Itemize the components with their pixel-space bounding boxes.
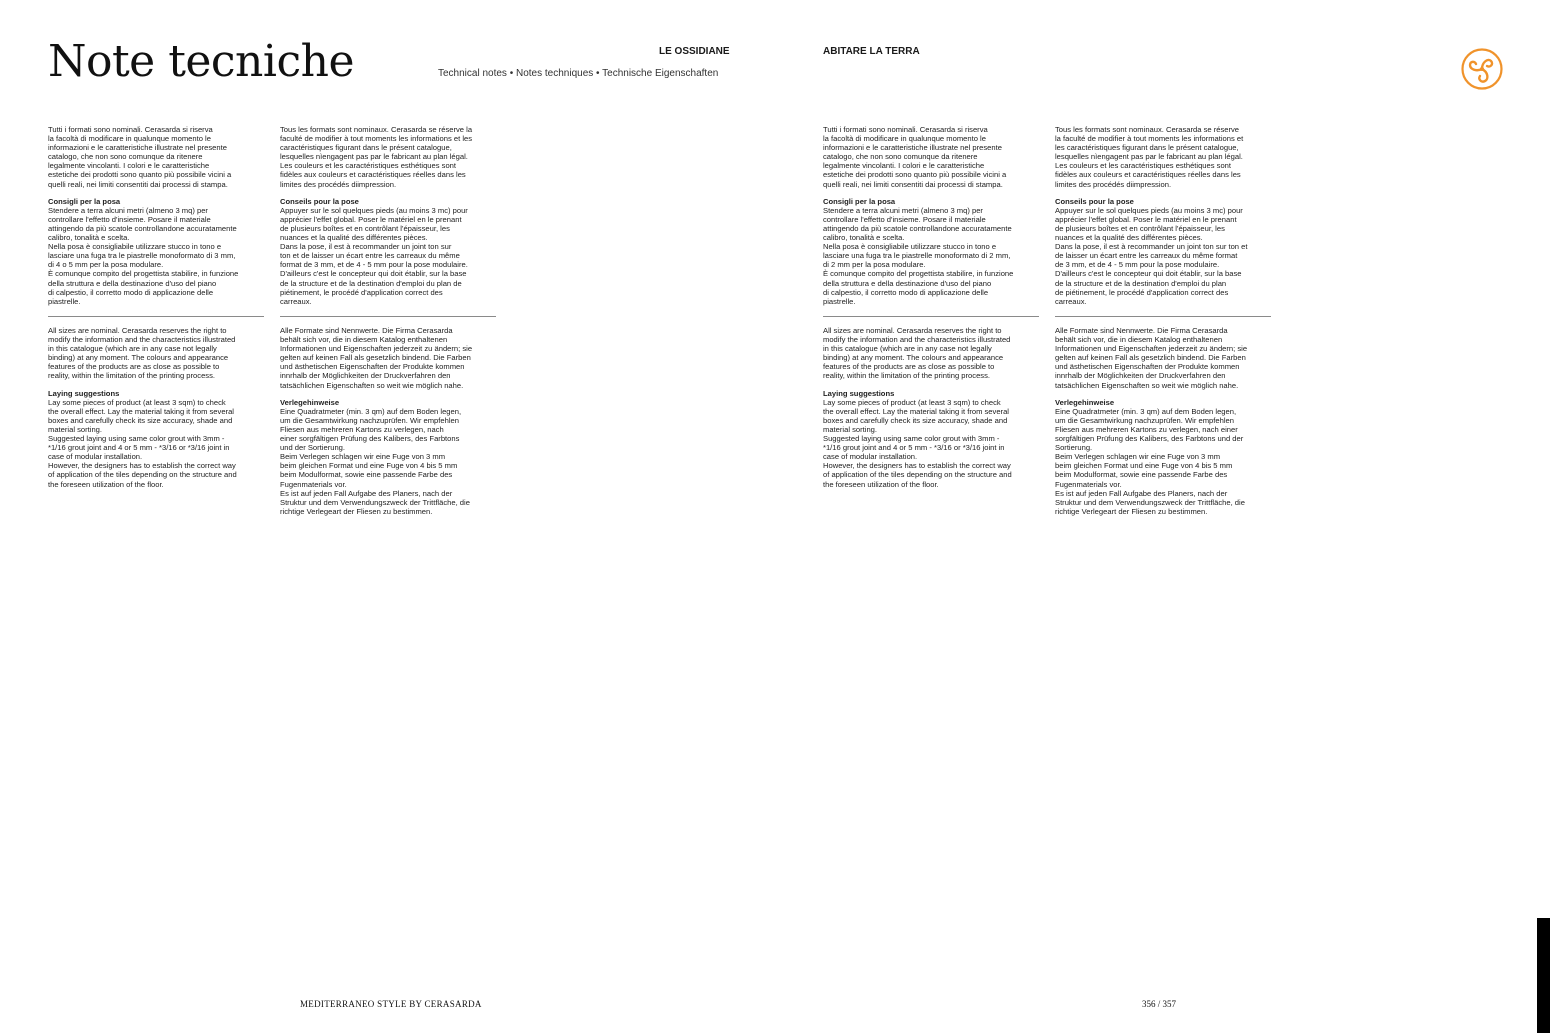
notes-intro: All sizes are nominal. Cerasarda reserves the right to modify the information and the characteristics illustrated in this catalogue (which are in any case not legally binding) at any moment. The colours and appearance features of the products are as close as possible to reality, within the limitation of the printing process. <box>48 326 236 381</box>
notes-it-column <box>48 125 266 314</box>
section-heading-le-ossidiane: LE OSSIDIANE <box>659 46 730 57</box>
divider <box>823 316 1039 317</box>
notes-subheading: Consigli per la posa <box>48 196 121 206</box>
notes-intro: Tous les formats sont nominaux. Cerasarda se réserve la faculté de modifier à tout moments les informations et les caractéristiques figurant dans le présent catalogue, lesquelles nìengagent pas par le fabricant au plan légal. Les couleurs et les caractéristiques esthétiques sont fidèles aux couleurs et caractéristiques réelles dans les limites des procédés diimpression. <box>280 125 473 189</box>
notes-body: Lay some pieces of product (at least 3 sqm) to check the overall effect. Lay the material taking it from several boxes and carefully check its size accuracy, shade and material sorting. Suggested laying using same color grout with 3mm - *1/16 grout joint and 4 or 5 mm - *3/16 or *3/16 joint in case of modular installation. However, the designers has to establish the correct way of application of the tiles depending on the structure and the foreseen utilization of the floor. <box>48 397 237 489</box>
footer-brand: MEDITERRANEO STYLE BY CERASARDA <box>300 999 482 1009</box>
notes-intro: Alle Formate sind Nennwerte. Die Firma Cerasarda behält sich vor, die in diesem Katalog enthaltenen Informationen und Eigenschaften jederzeit zu ändern; sie gelten auf keinen Fall als gesetzlich bindend. Die Farben und ästhetischen Eigenschaften der Produkte kommen innrhalb der Möglichkeiten der Druckverfahren den tatsächlichen Eigenschaften so weit wie möglich nahe. <box>280 326 473 390</box>
notes-intro: Alle Formate sind Nennwerte. Die Firma Cerasarda behält sich vor, die in diesem Katalog enthaltenen Informationen und Eigenschaften jederzeit zu ändern; sie gelten auf keinen Fall als gesetzlich bindend. Die Farben und ästhetischen Eigenschaften der Produkte kommen innrhalb der Möglichkeiten der Druckverfahren den tatsächlichen Eigenschaften so weit wie möglich nahe. <box>1055 326 1248 390</box>
page-subtitle: Technical notes • Notes techniques • Technische Eigenschaften <box>438 68 719 79</box>
section-heading-abitare-la-terra: ABITARE LA TERRA <box>823 46 920 57</box>
notes-en-column <box>823 326 1041 497</box>
page-edge-tab <box>1537 918 1550 1033</box>
notes-intro: Tous les formats sont nominaux. Cerasarda se réserve la faculté de modifier à tout moments les informations et les caractéristiques figurant dans le présent catalogue, lesquelles nìengagent pas par le fabricant au plan légal. Les couleurs et les caractéristiques esthétiques sont fidèles aux couleurs et caractéristiques réelles dans les limites des procédés diimpression. <box>1055 125 1244 189</box>
page-numbers: 356 / 357 <box>1142 999 1177 1009</box>
notes-body: Eine Quadratmeter (min. 3 qm) auf dem Boden legen, um die Gesamtwirkung nachzuprüfen. Wir empfehlen Fliesen aus mehreren Kartons zu verlegen, nach einer sorgfältigen Prüfung des Kalibers, des Farbtons und der Sortierung. Beim Verlegen schlagen wir eine Fuge von 3 mm beim gleichen Format und eine Fuge von 4 bis 5 mm beim Modulformat, sowie eine passende Farbe des Fugenmaterials vor. Es ist auf jeden Fall Aufgabe des Planers, nach der Struktur und dem Verwendungszweck der Trittfläche, die richtige Verlegeart der Fliesen zu bestimmen. <box>1055 406 1245 516</box>
notes-body: Eine Quadratmeter (min. 3 qm) auf dem Boden legen, um die Gesamtwirkung nachzuprüfen. Wir empfehlen Fliesen aus mehreren Kartons zu verlegen, nach einer sorgfältigen Prüfung des Kalibers, des Farbtons und der Sortierung. Beim Verlegen schlagen wir eine Fuge von 3 mm beim gleichen Format und eine Fuge von 4 bis 5 mm beim Modulformat, sowie eine passende Farbe des Fugenmaterials vor. Es ist auf jeden Fall Aufgabe des Planers, nach der Struktur und dem Verwendungszweck der Trittfläche, die richtige Verlegeart der Fliesen zu bestimmen. <box>280 406 470 516</box>
notes-subheading: Laying suggestions <box>823 388 895 398</box>
notes-intro: Tutti i formati sono nominali. Cerasarda si riserva la facoltà di modificare in qualunque momento le informazioni e le caratteristiche illustrate nel presente catalogo, che non sono comunque da ritenere legalmente vincolanti. I colori e le caratteristiche estetiche dei prodotti sono quanto più possibile vicini a quelli reali, nei limiti consentiti dai processi di stampa. <box>823 125 1007 189</box>
divider <box>48 316 264 317</box>
notes-subheading: Conseils pour la pose <box>1055 196 1134 206</box>
notes-subheading: Laying suggestions <box>48 388 120 398</box>
notes-subheading: Consigli per la posa <box>823 196 896 206</box>
page-title: Note tecniche <box>48 36 354 87</box>
notes-body: Stendere a terra alcuni metri (almeno 3 mq) per controllare l'effetto d'insieme. Posare il materiale attingendo da più scatole controllandone accuratamente calibro, tonalità e scelta. Nella posa è consigliabile utilizzare stucco in tono e lasciare una fuga tra le piastrelle monoformato di 3 mm, di 4 o 5 mm per la posa modulare. È comunque compito del progettista stabilire, in funzione della struttura e della destinazione d'uso del piano di calpestio, il corretto modo di applicazione delle piastrelle. <box>48 205 239 306</box>
notes-fr-column <box>280 125 498 314</box>
notes-subheading: Conseils pour la pose <box>280 196 359 206</box>
notes-subheading: Verlegehinweise <box>1055 397 1115 407</box>
triskelion-logo-icon <box>1461 48 1503 90</box>
notes-intro: All sizes are nominal. Cerasarda reserves the right to modify the information and the characteristics illustrated in this catalogue (which are in any case not legally binding) at any moment. The colours and appearance features of the products are as close as possible to reality, within the limitation of the printing process. <box>823 326 1011 381</box>
notes-fr-column <box>1055 125 1273 314</box>
notes-intro: Tutti i formati sono nominali. Cerasarda si riserva la facoltà di modificare in qualunque momento le informazioni e le caratteristiche illustrate nel presente catalogo, che non sono comunque da ritenere legalmente vincolanti. I colori e le caratteristiche estetiche dei prodotti sono quanto più possibile vicini a quelli reali, nei limiti consentiti dai processi di stampa. <box>48 125 232 189</box>
divider <box>280 316 496 317</box>
notes-body: Appuyer sur le sol quelques pieds (au moins 3 mc) pour apprécier l'effet global. Poser le matériel en le prenant de plusieurs boîtes et en contrôlant l'épaisseur, les nuances et la qualité des différentes pièces. Dans la pose, il est à recommander un joint ton sur ton et de laisser un écart entre les carreaux du même format de 3 mm, et de 4 - 5 mm pour la pose modulaire. D'ailleurs c'est le concepteur qui doit établir, sur la base de la structure et de la destination d'emploi du plan de piétinement, le procédé d'application correct des carreaux. <box>280 205 468 306</box>
notes-de-column <box>1055 326 1273 524</box>
notes-body: Stendere a terra alcuni metri (almeno 3 mq) per controllare l'effetto d'insieme. Posare il materiale attingendo da più scatole controllandone accuratamente calibro, tonalità e scelta. Nella posa è consigliabile utilizzare stucco in tono e lasciare una fuga tra le piastrelle monoformato di 2 mm, di 2 mm per la posa modulare. È comunque compito del progettista stabilire, in funzione della struttura e della destinazione d'uso del piano di calpestio, il corretto modo di applicazione delle piastrelle. <box>823 205 1014 306</box>
notes-body: Appuyer sur le sol quelques pieds (au moins 3 mc) pour apprécier l'effet global. Poser le matériel en le prenant de plusieurs boîtes et en contrôlant l'épaisseur, les nuances et la qualité des différentes pièces. Dans la pose, il est à recommander un joint ton sur ton et de laisser un écart entre les carreaux du même format de 3 mm, et de 4 - 5 mm pour la pose modulaire. D'ailleurs c'est le concepteur qui doit établir, sur la base de la structure et de la destination d'emploi du plan de piétinement, le procédé d'application correct des carreaux. <box>1055 205 1248 306</box>
notes-body: Lay some pieces of product (at least 3 sqm) to check the overall effect. Lay the material taking it from several boxes and carefully check its size accuracy, shade and material sorting. Suggested laying using same color grout with 3mm - *1/16 grout joint and 4 or 5 mm - *3/16 or *3/16 joint in case of modular installation. However, the designers has to establish the correct way of application of the tiles depending on the structure and the foreseen utilization of the floor. <box>823 397 1012 489</box>
notes-de-column <box>280 326 498 524</box>
notes-it-column <box>823 125 1041 314</box>
notes-en-column <box>48 326 266 497</box>
notes-subheading: Verlegehinweise <box>280 397 340 407</box>
divider <box>1055 316 1271 317</box>
